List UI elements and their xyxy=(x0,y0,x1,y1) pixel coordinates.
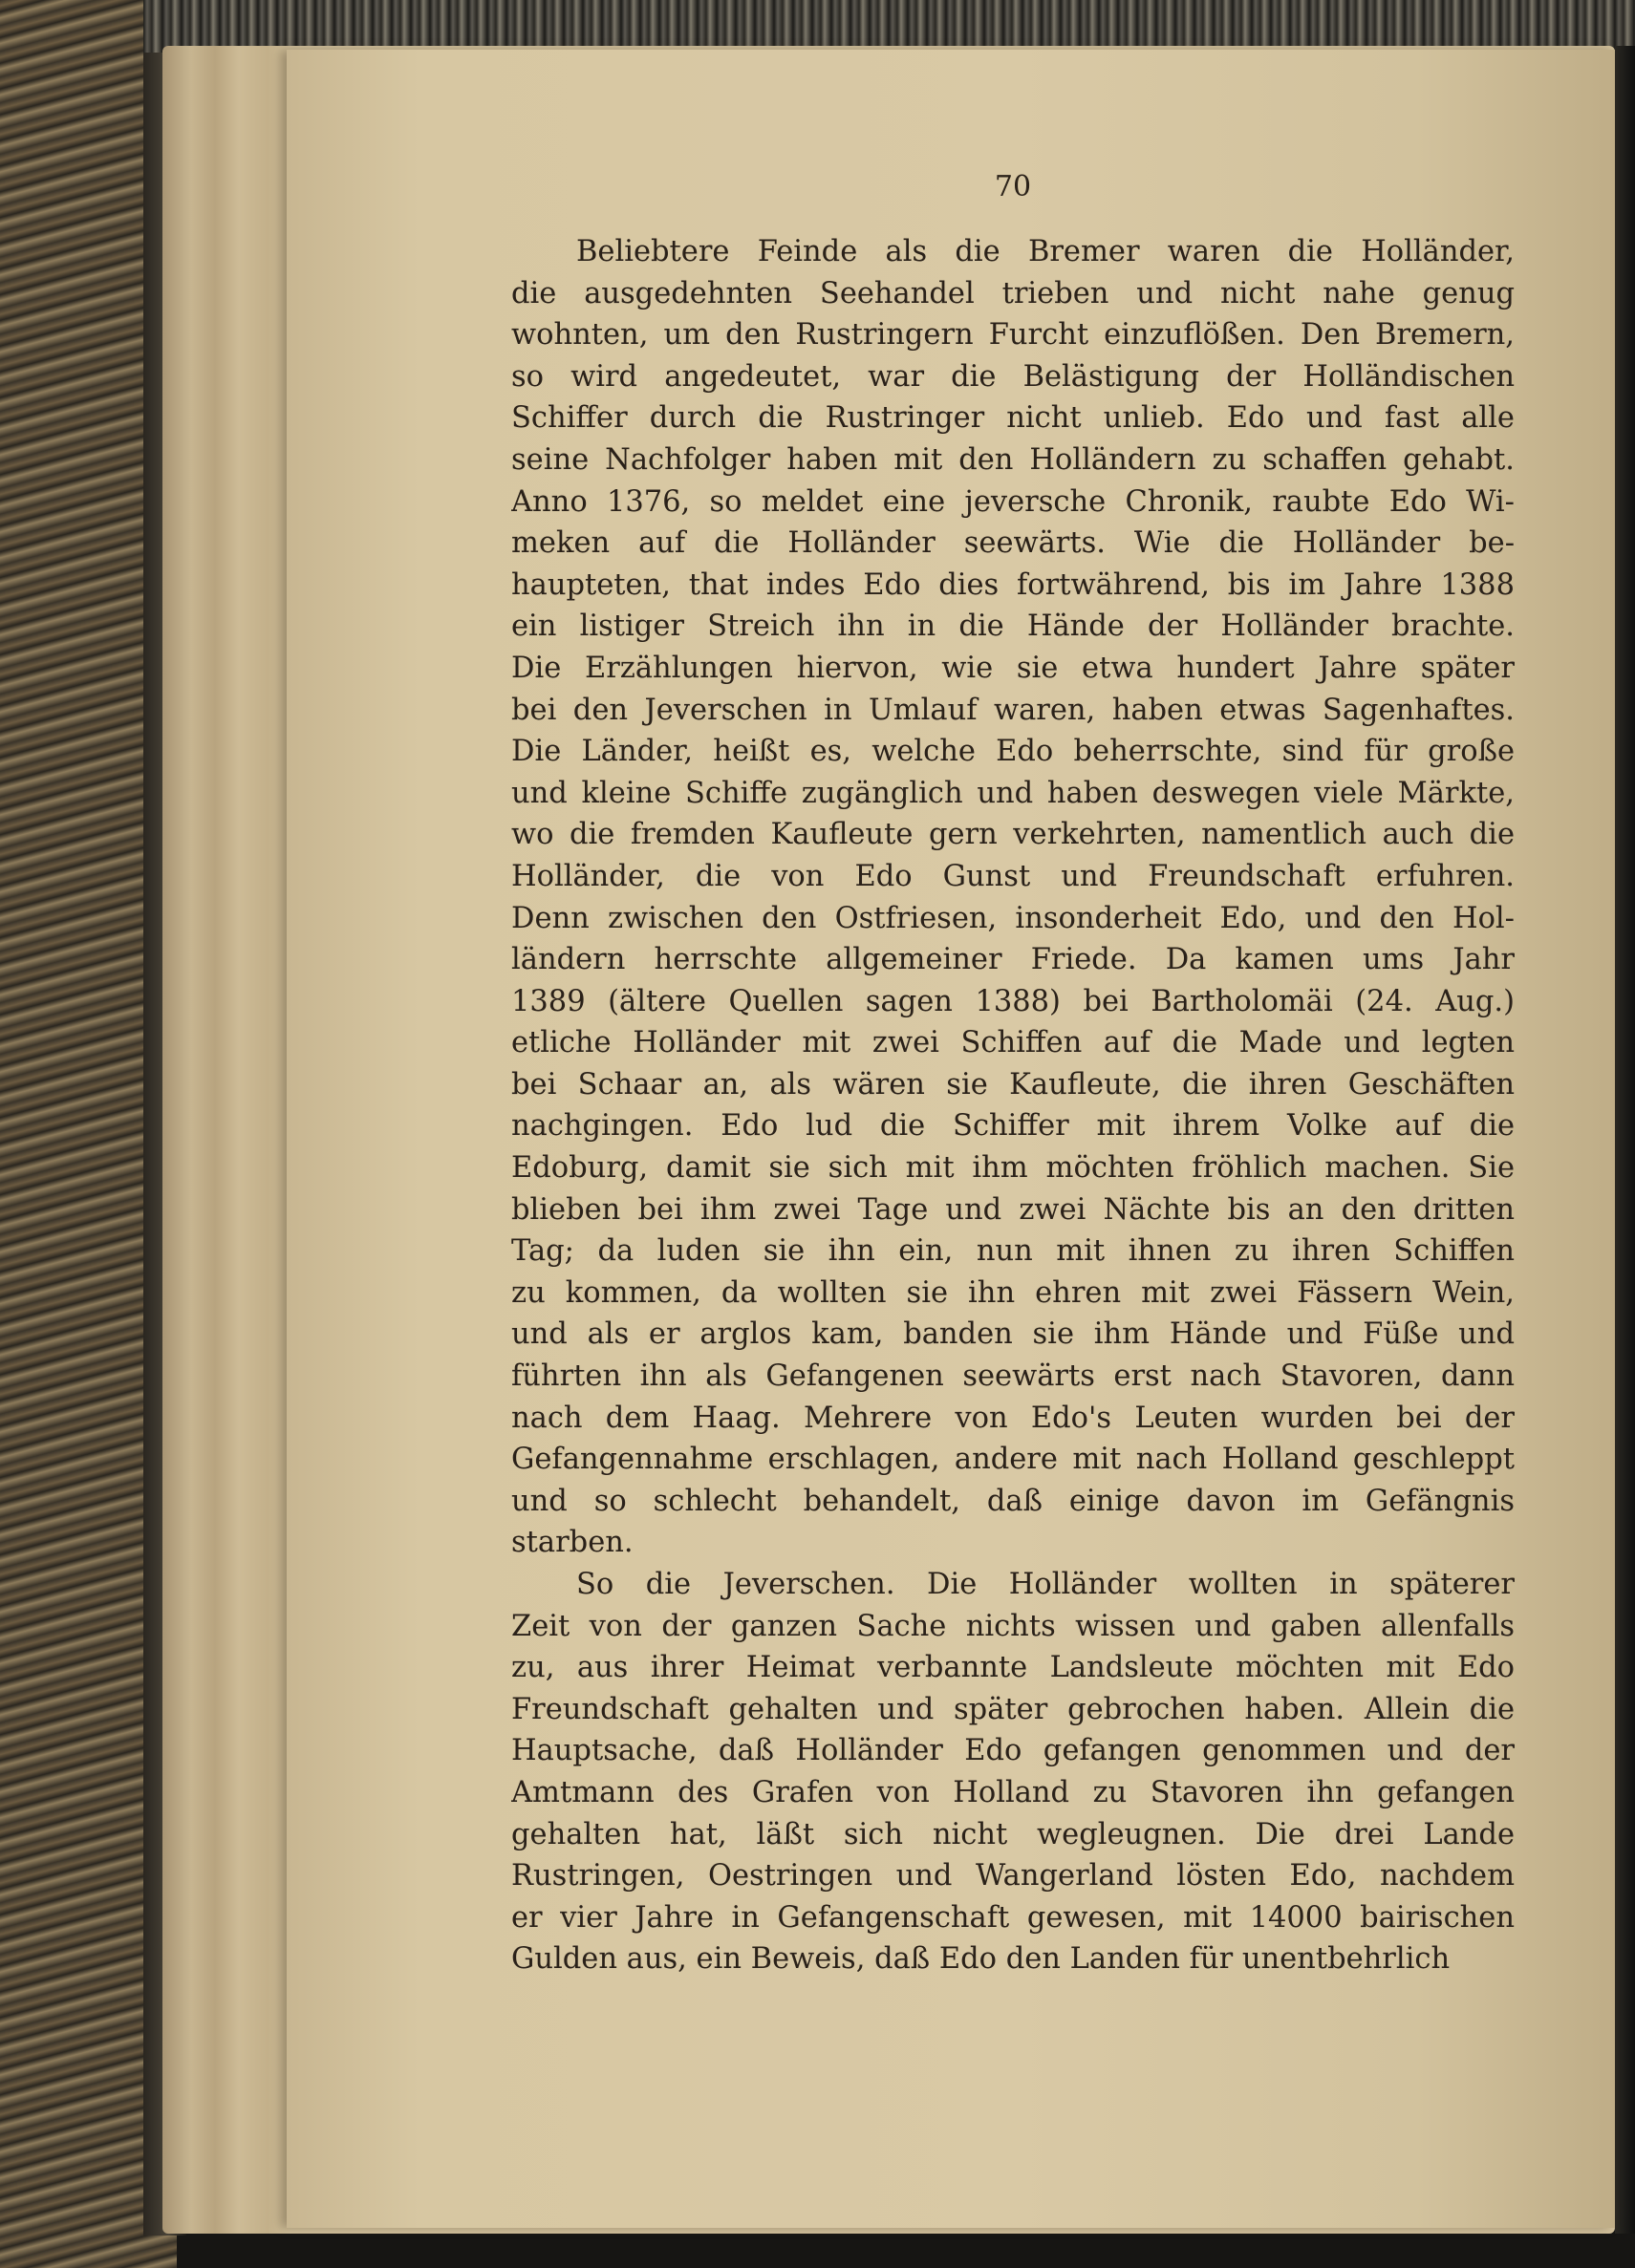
text-line: Gulden aus, ein Beweis, daß Edo den Landen für unentbehrlich xyxy=(511,1942,1451,1977)
text-line: Die Erzählungen hiervon, wie sie etwa hundert Jahre später xyxy=(511,651,1515,685)
text-line: wohnten, um den Rustringern Furcht einzuflößen. Den Bremern, xyxy=(511,318,1515,353)
text-line: Hauptsache, daß Holländer Edo gefangen genommen und der xyxy=(511,1734,1515,1768)
text-line: starben. xyxy=(511,1526,634,1560)
text-line: und als er arglos kam, banden sie ihm Hände und Füße und xyxy=(511,1317,1515,1352)
text-line: Tag; da luden sie ihn ein, nun mit ihnen zu ihren Schiffen xyxy=(511,1234,1515,1269)
paragraph xyxy=(511,231,1515,1564)
text-line: Gefangennahme erschlagen, andere mit nach Holland geschleppt xyxy=(511,1443,1515,1477)
text-line: gehalten hat, läßt sich nicht wegleugnen. Die drei Lande xyxy=(511,1817,1515,1851)
text-line: wo die fremden Kaufleute gern verkehrten, namentlich auch die xyxy=(511,818,1515,852)
text-line: So die Jeverschen. Die Holländer wollten in späterer xyxy=(576,1568,1515,1601)
text-line: bei den Jeverschen in Umlauf waren, haben etwas Sagenhaftes. xyxy=(511,693,1515,727)
text-line: und so schlecht behandelt, daß einige davon im Gefängnis xyxy=(511,1484,1515,1518)
text-line: nach dem Haag. Mehrere von Edo's Leuten wurden bei der xyxy=(511,1401,1515,1435)
text-line: so wird angedeutet, war die Belästigung der Holländischen xyxy=(511,359,1515,394)
text-line: Anno 1376, so meldet eine jeversche Chronik, raubte Edo Wi- xyxy=(511,484,1515,519)
text-line: ländern herrschte allgemeiner Friede. Da kamen ums Jahr xyxy=(511,943,1515,977)
body-text xyxy=(511,231,1515,1980)
paragraph xyxy=(511,1564,1515,1980)
text-line: führten ihn als Gefangenen seewärts erst nach Stavoren, dann xyxy=(511,1359,1515,1394)
text-line: Denn zwischen den Ostfriesen, insonderheit Edo, und den Hol- xyxy=(511,901,1515,935)
text-line: ein listiger Streich ihn in die Hände der Holländer brachte. xyxy=(511,610,1515,644)
book-top-edge xyxy=(143,0,1635,53)
text-line: haupteten, that indes Edo dies fortwährend, bis im Jahre 1388 xyxy=(511,567,1515,602)
text-line: meken auf die Holländer seewärts. Wie die Holländer be- xyxy=(511,526,1515,561)
text-line: Holländer, die von Edo Gunst und Freundschaft erfuhren. xyxy=(511,859,1515,893)
text-line: zu, aus ihrer Heimat verbannte Landsleute möchten mit Edo xyxy=(511,1651,1515,1685)
text-line: Edoburg, damit sie sich mit ihm möchten fröhlich machen. Sie xyxy=(511,1151,1515,1186)
text-line: Rustringen, Oestringen und Wangerland lösten Edo, nachdem xyxy=(511,1859,1515,1894)
text-line: die ausgedehnten Seehandel trieben und nicht nahe genug xyxy=(511,276,1515,310)
text-line: und kleine Schiffe zugänglich und haben deswegen viele Märkte, xyxy=(511,776,1515,810)
text-line: Die Länder, heißt es, welche Edo beherrschte, sind für große xyxy=(511,735,1515,769)
page-number: 70 xyxy=(994,170,1032,203)
text-line: seine Nachfolger haben mit den Holländern zu schaffen gehabt. xyxy=(511,442,1515,477)
book-right-edge xyxy=(1615,46,1635,2234)
text-line: blieben bei ihm zwei Tage und zwei Nächte bis an den dritten xyxy=(511,1192,1515,1227)
text-line: Zeit von der ganzen Sache nichts wissen und gaben allenfalls xyxy=(511,1609,1515,1643)
text-line: Freundschaft gehalten und später gebrochen haben. Allein die xyxy=(511,1692,1515,1726)
text-line: er vier Jahre in Gefangenschaft gewesen, mit 14000 bairischen xyxy=(511,1900,1515,1935)
text-line: 1389 (ältere Quellen sagen 1388) bei Bartholomäi (24. Aug.) xyxy=(511,984,1515,1018)
text-line: Amtmann des Grafen von Holland zu Stavoren ihn gefangen xyxy=(511,1775,1515,1809)
text-line: Schiffer durch die Rustringer nicht unlieb. Edo und fast alle xyxy=(511,401,1515,436)
text-line: etliche Holländer mit zwei Schiffen auf die Made und legten xyxy=(511,1026,1515,1060)
text-line: nachgingen. Edo lud die Schiffer mit ihrem Volke auf die xyxy=(511,1109,1515,1144)
text-line: Beliebtere Feinde als die Bremer waren die Holländer, xyxy=(576,235,1515,268)
text-line: bei Schaar an, als wären sie Kaufleute, die ihren Geschäften xyxy=(511,1067,1515,1102)
text-line: zu kommen, da wollten sie ihn ehren mit zwei Fässern Wein, xyxy=(511,1275,1515,1310)
